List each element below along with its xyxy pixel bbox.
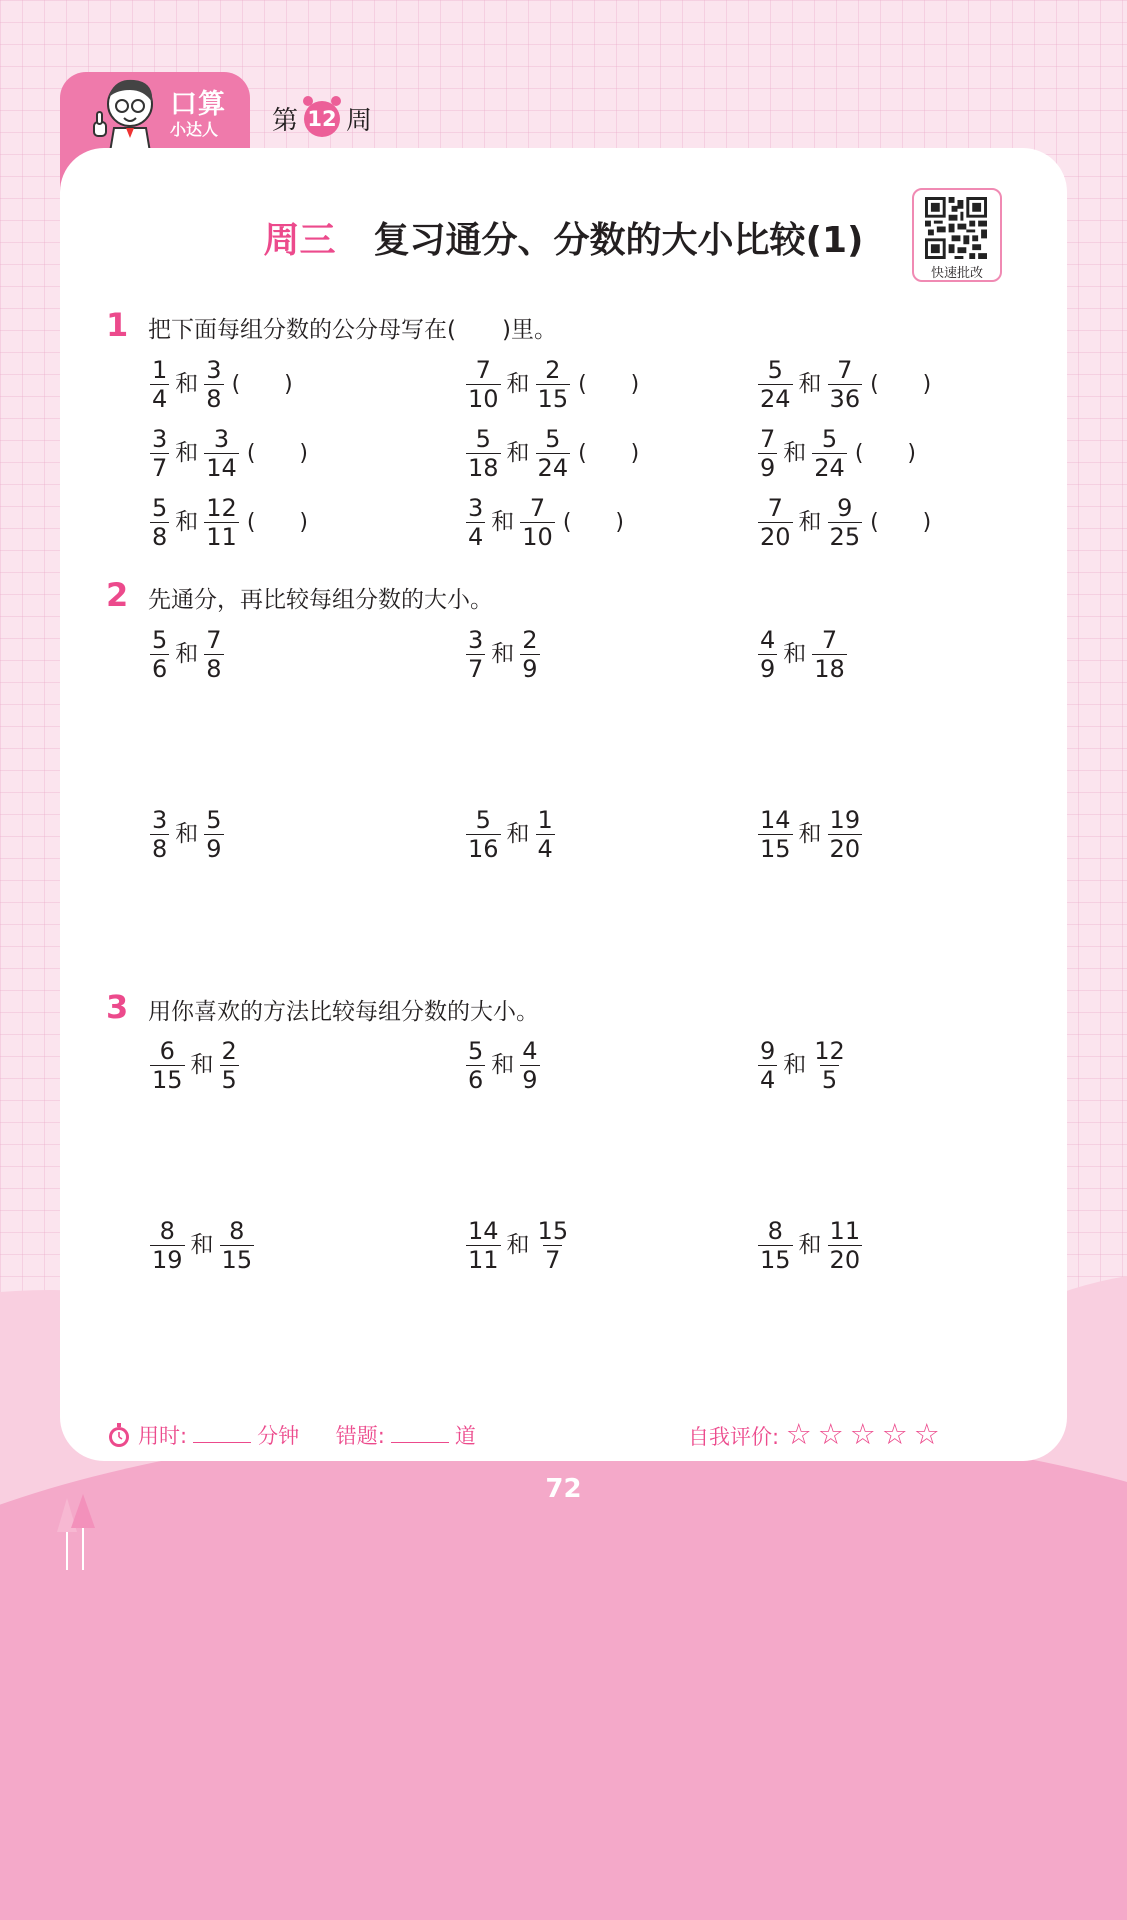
numerator: 12: [814, 1037, 845, 1065]
connector-he: 和: [506, 821, 530, 847]
connector-he: 和: [798, 509, 822, 535]
fraction: [204, 356, 223, 413]
fraction: [758, 494, 793, 551]
denominator: 20: [760, 523, 791, 551]
numerator: 4: [522, 1037, 538, 1065]
denominator: 15: [760, 835, 791, 863]
connector-he: 和: [783, 1052, 807, 1078]
numerator: 7: [760, 425, 776, 453]
qr-label: 快速批改: [930, 266, 983, 281]
fraction: [220, 1217, 255, 1274]
fraction: [812, 425, 847, 482]
fraction: [204, 806, 223, 863]
fraction: [520, 494, 555, 551]
denominator: 15: [152, 1066, 183, 1094]
denominator: 20: [829, 1246, 861, 1274]
errors-label: 错题:: [335, 1424, 385, 1448]
fraction: [812, 626, 847, 683]
fraction: [828, 806, 863, 863]
connector-he: 和: [506, 371, 530, 397]
numerator: 19: [829, 806, 861, 834]
denominator: 20: [829, 835, 861, 863]
week-suffix: 周: [346, 106, 373, 136]
fraction-pair: [464, 626, 542, 683]
numerator: 1: [152, 356, 168, 384]
question-3-number: 3: [106, 988, 129, 1026]
fraction-pair: [464, 1217, 572, 1274]
numerator: 3: [152, 425, 168, 453]
numerator: 14: [760, 806, 791, 834]
fraction-pair[interactable]: [756, 356, 931, 413]
fraction-pair[interactable]: [464, 356, 639, 413]
answer-blank[interactable]: ( ): [231, 371, 293, 397]
fraction-pair: [756, 806, 864, 863]
denominator: 8: [152, 835, 168, 863]
connector-he: 和: [491, 1052, 515, 1078]
fraction: [466, 356, 501, 413]
fraction: [466, 494, 485, 551]
fraction: [466, 806, 501, 863]
numerator: 5: [206, 806, 222, 834]
denominator: 24: [537, 454, 569, 482]
denominator: 5: [821, 1066, 838, 1094]
stopwatch-icon: [106, 1422, 132, 1448]
numerator: 14: [468, 1217, 499, 1245]
page-number: 72: [545, 1474, 582, 1504]
fraction-pair: [464, 806, 557, 863]
denominator: 18: [468, 454, 499, 482]
connector-he: 和: [190, 1052, 214, 1078]
denominator: 18: [814, 655, 845, 683]
numerator: 5: [475, 425, 491, 453]
denominator: 9: [760, 454, 776, 482]
answer-blank[interactable]: ( ): [246, 509, 308, 535]
connector-he: 和: [175, 641, 199, 667]
fraction: [536, 806, 555, 863]
denominator: 8: [152, 523, 168, 551]
fraction: [828, 494, 863, 551]
denominator: 11: [206, 523, 237, 551]
numerator: 5: [475, 806, 491, 834]
denominator: 15: [537, 385, 569, 413]
title-day: 周三: [263, 220, 336, 261]
numerator: 5: [152, 494, 168, 522]
question-2-text: 先通分，再比较每组分数的大小。: [148, 587, 493, 613]
numerator: 9: [760, 1037, 776, 1065]
brand-subtitle: 小达人: [170, 120, 219, 139]
fraction: [758, 1037, 777, 1094]
numerator: 6: [159, 1037, 175, 1065]
numerator: 7: [206, 626, 222, 654]
fraction: [466, 1037, 485, 1094]
answer-blank[interactable]: ( ): [854, 440, 916, 466]
fraction-pair: [756, 1217, 864, 1274]
fraction: [758, 626, 777, 683]
numerator: 2: [221, 1037, 237, 1065]
numerator: 3: [468, 494, 484, 522]
fraction: [758, 425, 777, 482]
connector-he: 和: [506, 440, 530, 466]
time-label: 用时:: [138, 1424, 188, 1448]
denominator: 7: [545, 1246, 561, 1274]
fraction: [150, 1037, 185, 1094]
answer-blank[interactable]: ( ): [246, 440, 308, 466]
fraction-pair[interactable]: [148, 356, 293, 413]
self-eval-label: 自我评价:: [688, 1425, 780, 1449]
fraction: [758, 1217, 793, 1274]
fraction: [204, 494, 239, 551]
numerator: 2: [545, 356, 561, 384]
denominator: 10: [468, 385, 499, 413]
qr-box[interactable]: [912, 188, 1002, 282]
fraction: [150, 494, 169, 551]
denominator: 9: [206, 835, 222, 863]
denominator: 14: [206, 454, 237, 482]
fraction: [520, 626, 539, 683]
fraction: [204, 425, 239, 482]
errors-blank[interactable]: [391, 1442, 449, 1443]
fraction: [828, 356, 863, 413]
brand-title: 口算: [170, 89, 226, 120]
rating-stars[interactable]: ☆☆☆☆☆: [785, 1417, 946, 1451]
numerator: 5: [545, 425, 561, 453]
connector-he: 和: [491, 641, 515, 667]
numerator: 3: [206, 356, 222, 384]
numerator: 2: [522, 626, 538, 654]
tree-icon: [55, 1494, 100, 1570]
numerator: 7: [767, 494, 783, 522]
connector-he: 和: [175, 371, 199, 397]
connector-he: 和: [798, 371, 822, 397]
fraction-pair: [756, 626, 849, 683]
connector-he: 和: [190, 1232, 214, 1258]
numerator: 15: [537, 1217, 569, 1245]
answer-blank[interactable]: ( ): [870, 371, 932, 397]
question-3-text: 用你喜欢的方法比较每组分数的大小。: [148, 999, 539, 1025]
fraction: [536, 356, 571, 413]
fraction: [758, 356, 793, 413]
denominator: 8: [206, 655, 222, 683]
numerator: 3: [213, 425, 230, 453]
numerator: 7: [821, 626, 838, 654]
denominator: 10: [522, 523, 553, 551]
answer-blank[interactable]: ( ): [562, 509, 624, 535]
fraction: [150, 1217, 185, 1274]
time-unit: 分钟: [257, 1424, 300, 1448]
numerator: 11: [829, 1217, 861, 1245]
fraction: [520, 1037, 539, 1094]
denominator: 24: [814, 454, 845, 482]
connector-he: 和: [783, 641, 807, 667]
numerator: 5: [152, 626, 168, 654]
fraction: [536, 425, 571, 482]
numerator: 7: [475, 356, 491, 384]
week-prefix: 第: [272, 106, 299, 136]
numerator: 7: [837, 356, 853, 384]
mascot-boy-icon: [84, 72, 164, 152]
answer-blank[interactable]: ( ): [870, 509, 932, 535]
fraction-pair[interactable]: [464, 425, 639, 482]
denominator: 4: [760, 1066, 776, 1094]
denominator: 8: [206, 385, 222, 413]
numerator: 3: [152, 806, 168, 834]
fraction: [150, 626, 169, 683]
denominator: 15: [760, 1246, 791, 1274]
connector-he: 和: [506, 1232, 530, 1258]
title-text: 复习通分、分数的大小比较(1): [373, 220, 864, 261]
numerator: 1: [537, 806, 553, 834]
week-number-badge: 12: [304, 101, 340, 137]
fraction: [466, 1217, 501, 1274]
week-indicator: [272, 100, 372, 137]
denominator: 5: [221, 1066, 237, 1094]
connector-he: 和: [175, 440, 199, 466]
fraction-pair: [148, 806, 226, 863]
fraction-pair: [148, 1037, 241, 1094]
fraction: [466, 425, 501, 482]
question-1-number: 1: [106, 306, 129, 344]
denominator: 24: [760, 385, 791, 413]
footer-right: [688, 1417, 946, 1451]
numerator: 8: [229, 1217, 245, 1245]
numerator: 5: [767, 356, 783, 384]
denominator: 7: [468, 655, 484, 683]
fraction: [150, 806, 169, 863]
denominator: 4: [152, 385, 168, 413]
fraction-pair: [148, 1217, 256, 1274]
numerator: 9: [837, 494, 853, 522]
numerator: 8: [767, 1217, 783, 1245]
fraction: [220, 1037, 239, 1094]
fraction: [758, 806, 793, 863]
fraction-pair[interactable]: [756, 494, 931, 551]
denominator: 36: [829, 385, 861, 413]
numerator: 7: [529, 494, 546, 522]
fraction: [150, 425, 169, 482]
denominator: 6: [468, 1066, 484, 1094]
fraction: [828, 1217, 863, 1274]
connector-he: 和: [175, 509, 199, 535]
numerator: 4: [760, 626, 776, 654]
fraction: [150, 356, 169, 413]
numerator: 3: [468, 626, 484, 654]
connector-he: 和: [798, 1232, 822, 1258]
answer-blank[interactable]: ( ): [578, 371, 640, 397]
fraction: [536, 1217, 571, 1274]
denominator: 11: [468, 1246, 499, 1274]
denominator: 4: [537, 835, 553, 863]
denominator: 4: [468, 523, 484, 551]
connector-he: 和: [175, 821, 199, 847]
numerator: 5: [468, 1037, 484, 1065]
fraction-pair: [148, 626, 226, 683]
qr-code-icon: [922, 197, 990, 259]
question-2-number: 2: [106, 576, 129, 614]
denominator: 9: [760, 655, 776, 683]
numerator: 12: [206, 494, 237, 522]
connector-he: 和: [783, 440, 807, 466]
denominator: 19: [152, 1246, 183, 1274]
time-blank[interactable]: [193, 1442, 251, 1443]
footer-left: [106, 1420, 476, 1450]
connector-he: 和: [491, 509, 515, 535]
answer-blank[interactable]: ( ): [578, 440, 640, 466]
fraction-pair[interactable]: [464, 494, 624, 551]
fraction-pair: [756, 1037, 849, 1094]
numerator: 5: [821, 425, 838, 453]
fraction: [466, 626, 485, 683]
denominator: 15: [221, 1246, 253, 1274]
connector-he: 和: [798, 821, 822, 847]
question-1-text: 把下面每组分数的公分母写在( )里。: [148, 317, 557, 343]
denominator: 25: [829, 523, 861, 551]
fraction-pair: [464, 1037, 542, 1094]
fraction: [204, 626, 223, 683]
fraction-pair[interactable]: [148, 494, 308, 551]
denominator: 6: [152, 655, 168, 683]
fraction-pair[interactable]: [756, 425, 916, 482]
denominator: 9: [522, 655, 538, 683]
fraction: [812, 1037, 847, 1094]
denominator: 7: [152, 454, 168, 482]
errors-unit: 道: [454, 1424, 476, 1448]
numerator: 8: [159, 1217, 175, 1245]
fraction-pair[interactable]: [148, 425, 308, 482]
denominator: 16: [468, 835, 499, 863]
denominator: 9: [522, 1066, 538, 1094]
